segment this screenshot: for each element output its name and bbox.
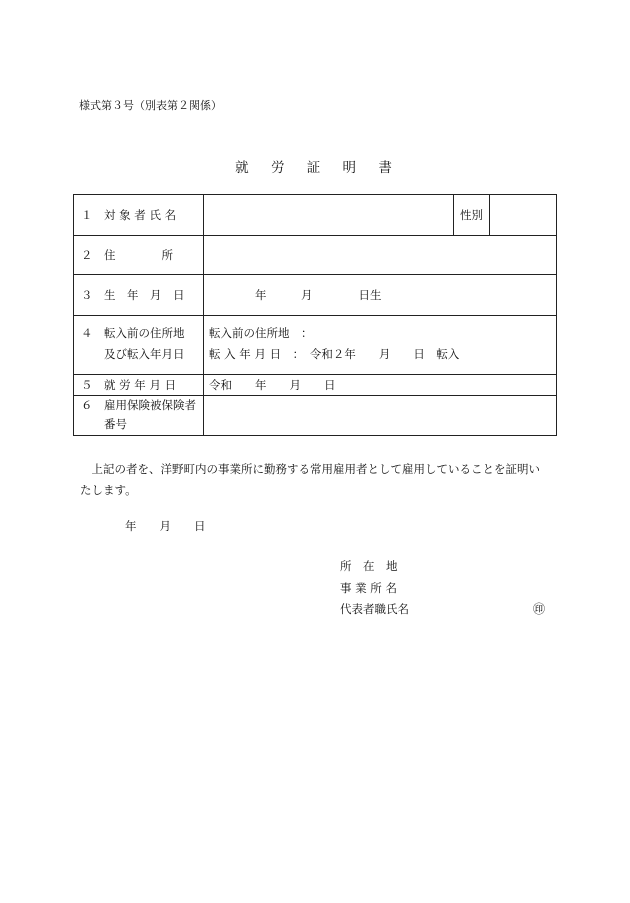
table-border-bottom	[73, 435, 557, 436]
label-column-divider	[203, 194, 204, 436]
row3-label: ３ 生 年 月 日	[81, 288, 185, 302]
birthdate-value: 年 月 日生	[255, 288, 382, 302]
table-border-top	[73, 194, 557, 195]
row-divider-2	[73, 274, 557, 275]
form-number: 様式第３号（別表第２関係）	[79, 99, 222, 112]
row4-label-line1: ４ 転入前の住所地	[81, 326, 185, 340]
certification-date: 年 月 日	[125, 519, 206, 533]
row6-label-line1: ６ 雇用保険被保険者	[81, 398, 196, 412]
row-divider-4	[73, 374, 557, 375]
office-name-label: 事 業 所 名	[340, 581, 397, 595]
table-border-right	[556, 194, 557, 436]
row-divider-1	[73, 235, 557, 236]
seal-mark: ㊞	[533, 602, 546, 616]
address-label: 所 在 地	[340, 559, 398, 573]
row6-label-line2: 番号	[81, 417, 127, 431]
row-divider-3	[73, 315, 557, 316]
sex-label-divider-right	[489, 194, 490, 236]
sex-label: 性別	[460, 208, 483, 222]
row2-label: ２ 住 所	[81, 248, 173, 262]
work-start-value: 令和 年 月 日	[209, 378, 336, 392]
row5-label: ５ 就 労 年 月 日	[81, 378, 177, 392]
row1-label: １ 対 象 者 氏 名	[81, 208, 177, 222]
sex-label-divider-left	[453, 194, 454, 236]
row4-label-line2: 及び転入年月日	[81, 347, 185, 361]
row-divider-5	[73, 395, 557, 396]
certificate-table	[73, 194, 557, 436]
page-title: 就 労 証 明 書	[235, 160, 401, 176]
row4-value-line2: 転 入 年 月 日 ： 令和２年 月 日 転入	[209, 347, 460, 361]
row4-value-line1: 転入前の住所地 ：	[209, 326, 313, 340]
certification-statement: 上記の者を、洋野町内の事業所に勤務する常用雇用者として雇用していることを証明いたします。	[80, 462, 540, 497]
representative-label: 代表者職氏名	[340, 602, 409, 616]
table-border-left	[73, 194, 74, 436]
